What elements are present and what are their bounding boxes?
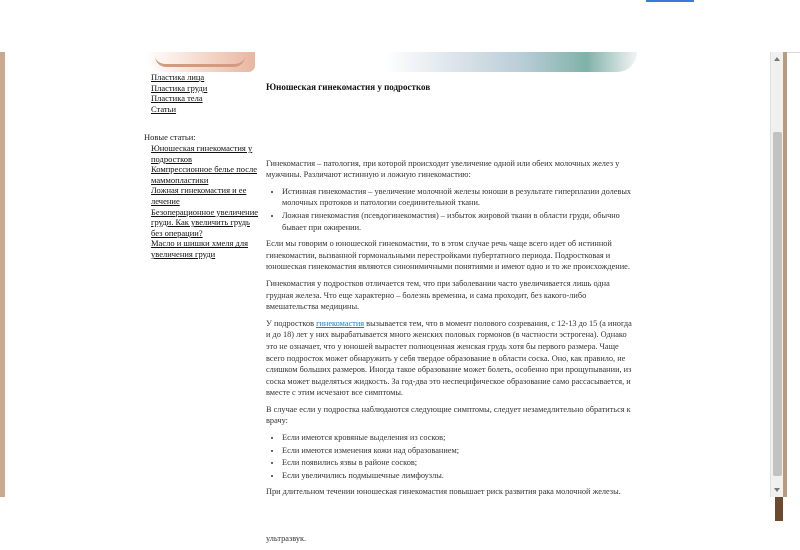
article — [266, 82, 636, 550]
sidebar — [144, 72, 259, 260]
menu-link-body[interactable]: Пластика тела — [151, 93, 203, 104]
new-article-link[interactable]: Компрессионное белье после маммопластики — [151, 164, 257, 185]
list-item — [151, 143, 259, 164]
header-banner — [145, 52, 637, 72]
banner-image-right — [385, 52, 637, 72]
list-item — [151, 207, 259, 239]
article-paragraph: При длительном течении юношеская гинекомастия повышает риск развития рака молочной железы. — [266, 487, 621, 497]
menu-item — [151, 104, 259, 115]
list-item — [151, 185, 259, 206]
menu-link-articles[interactable]: Статьи — [151, 103, 177, 114]
article-paragraph: ультразвук. — [266, 534, 307, 544]
window-corner — [775, 497, 783, 521]
web-page — [5, 52, 770, 544]
browser-bottom-area — [0, 497, 800, 534]
list-item: • Если имеются изменения кожи над образованием; — [282, 445, 636, 457]
new-article-link[interactable]: Юношеская гинекомастия у подростков — [151, 142, 253, 164]
menu-link-breast[interactable]: Пластика груди — [151, 82, 208, 93]
gynecomastia-link[interactable]: гинекомастия — [316, 318, 365, 328]
article-paragraph: Если мы говорим о юношеской гинекомастии, то в этом случае речь чаще всего идет об истинной гинекомастии, вызванной гормональными перестройками пубертатного периода. Подростковая и юношеская гинекомастия являются синонимичными понятиями и имеют одно и то же происхождение. — [266, 239, 630, 272]
sidebar-menu — [144, 72, 259, 114]
list-item: • Истинная гинекомастия – увеличение молочной железы юноши в результате гиперплазии долевых молочных протоков и патологии соединительной ткани. — [282, 186, 636, 209]
article-intro: Гинекомастия – патология, при которой происходит увеличение одной или обеих молочных желез у мужчины. Различают истинную и ложную гинекомастию: — [266, 158, 620, 180]
types-list — [266, 186, 636, 233]
new-article-link[interactable]: Масло и шишки хмеля для увеличения груди — [151, 238, 248, 259]
list-item: • Если имеются кровяные выделения из сосков; — [282, 432, 636, 444]
symptoms-list — [266, 432, 636, 481]
scroll-thumb[interactable] — [773, 132, 782, 476]
new-article-link[interactable]: Ложная гинекомастия и ее лечение — [151, 185, 247, 206]
page-background-right — [783, 52, 787, 497]
tab-accent-line — [646, 0, 694, 2]
banner-image-left — [145, 52, 255, 72]
menu-item — [151, 83, 259, 94]
paragraph-text: У подростков — [266, 318, 317, 328]
article-paragraph: В случае если у подростка наблюдаются следующие симптомы, следует незамедлительно обратиться к врачу: — [266, 404, 631, 426]
list-item — [151, 238, 259, 259]
browser-top-area — [0, 0, 800, 53]
new-articles-list — [144, 143, 259, 260]
new-article-link[interactable]: Безоперационное увеличение груди. Как увеличить грудь без операции? — [151, 206, 259, 238]
paragraph-text: вызывается тем, что в момент полового созревания, с 12-13 до 15 (а иногда и до 18) лет у них вырабатывается много женских половых гормонов (в частности эстрогена). Однако это не означает, что у юношей вырастет полноценная женская грудь хотя бы первого размера. Чаще всего подросток может обнаружить у себя твердое образование в области соска. Оно, как правило, не слишком больших размеров. Иногда такое образование может болеть, особенно при прощупывании, из соска может выделяться жидкость. За год-два это неспецифическое образование само рассасывается, и вместе с этим исчезают все симптомы. — [266, 318, 632, 398]
menu-item — [151, 72, 259, 83]
article-title: Юношеская гинекомастия у подростков — [266, 82, 431, 92]
list-item: • Ложная гинекомастия (псевдогинекомастия) – избыток жировой ткани в области груди, обычно бывает при ожирении. — [282, 210, 636, 233]
menu-item — [151, 93, 259, 104]
article-paragraph — [266, 318, 636, 399]
menu-link-face[interactable]: Пластика лица — [151, 72, 205, 82]
list-item: • Если появились язвы в районе сосков; — [282, 457, 636, 469]
new-articles-heading: Новые статьи: — [144, 132, 196, 143]
vertical-scrollbar[interactable] — [770, 52, 784, 497]
list-item — [151, 164, 259, 185]
article-paragraph: Гинекомастия у подростков отличается тем, что при заболевании часто увеличивается лишь одна грудная железа. Что еще характерно – болезнь временна, и сама проходит, без какого-либо вмешательства медицины. — [266, 278, 610, 312]
list-item: • Если увеличились подмышечные лимфоузлы. — [282, 470, 636, 482]
